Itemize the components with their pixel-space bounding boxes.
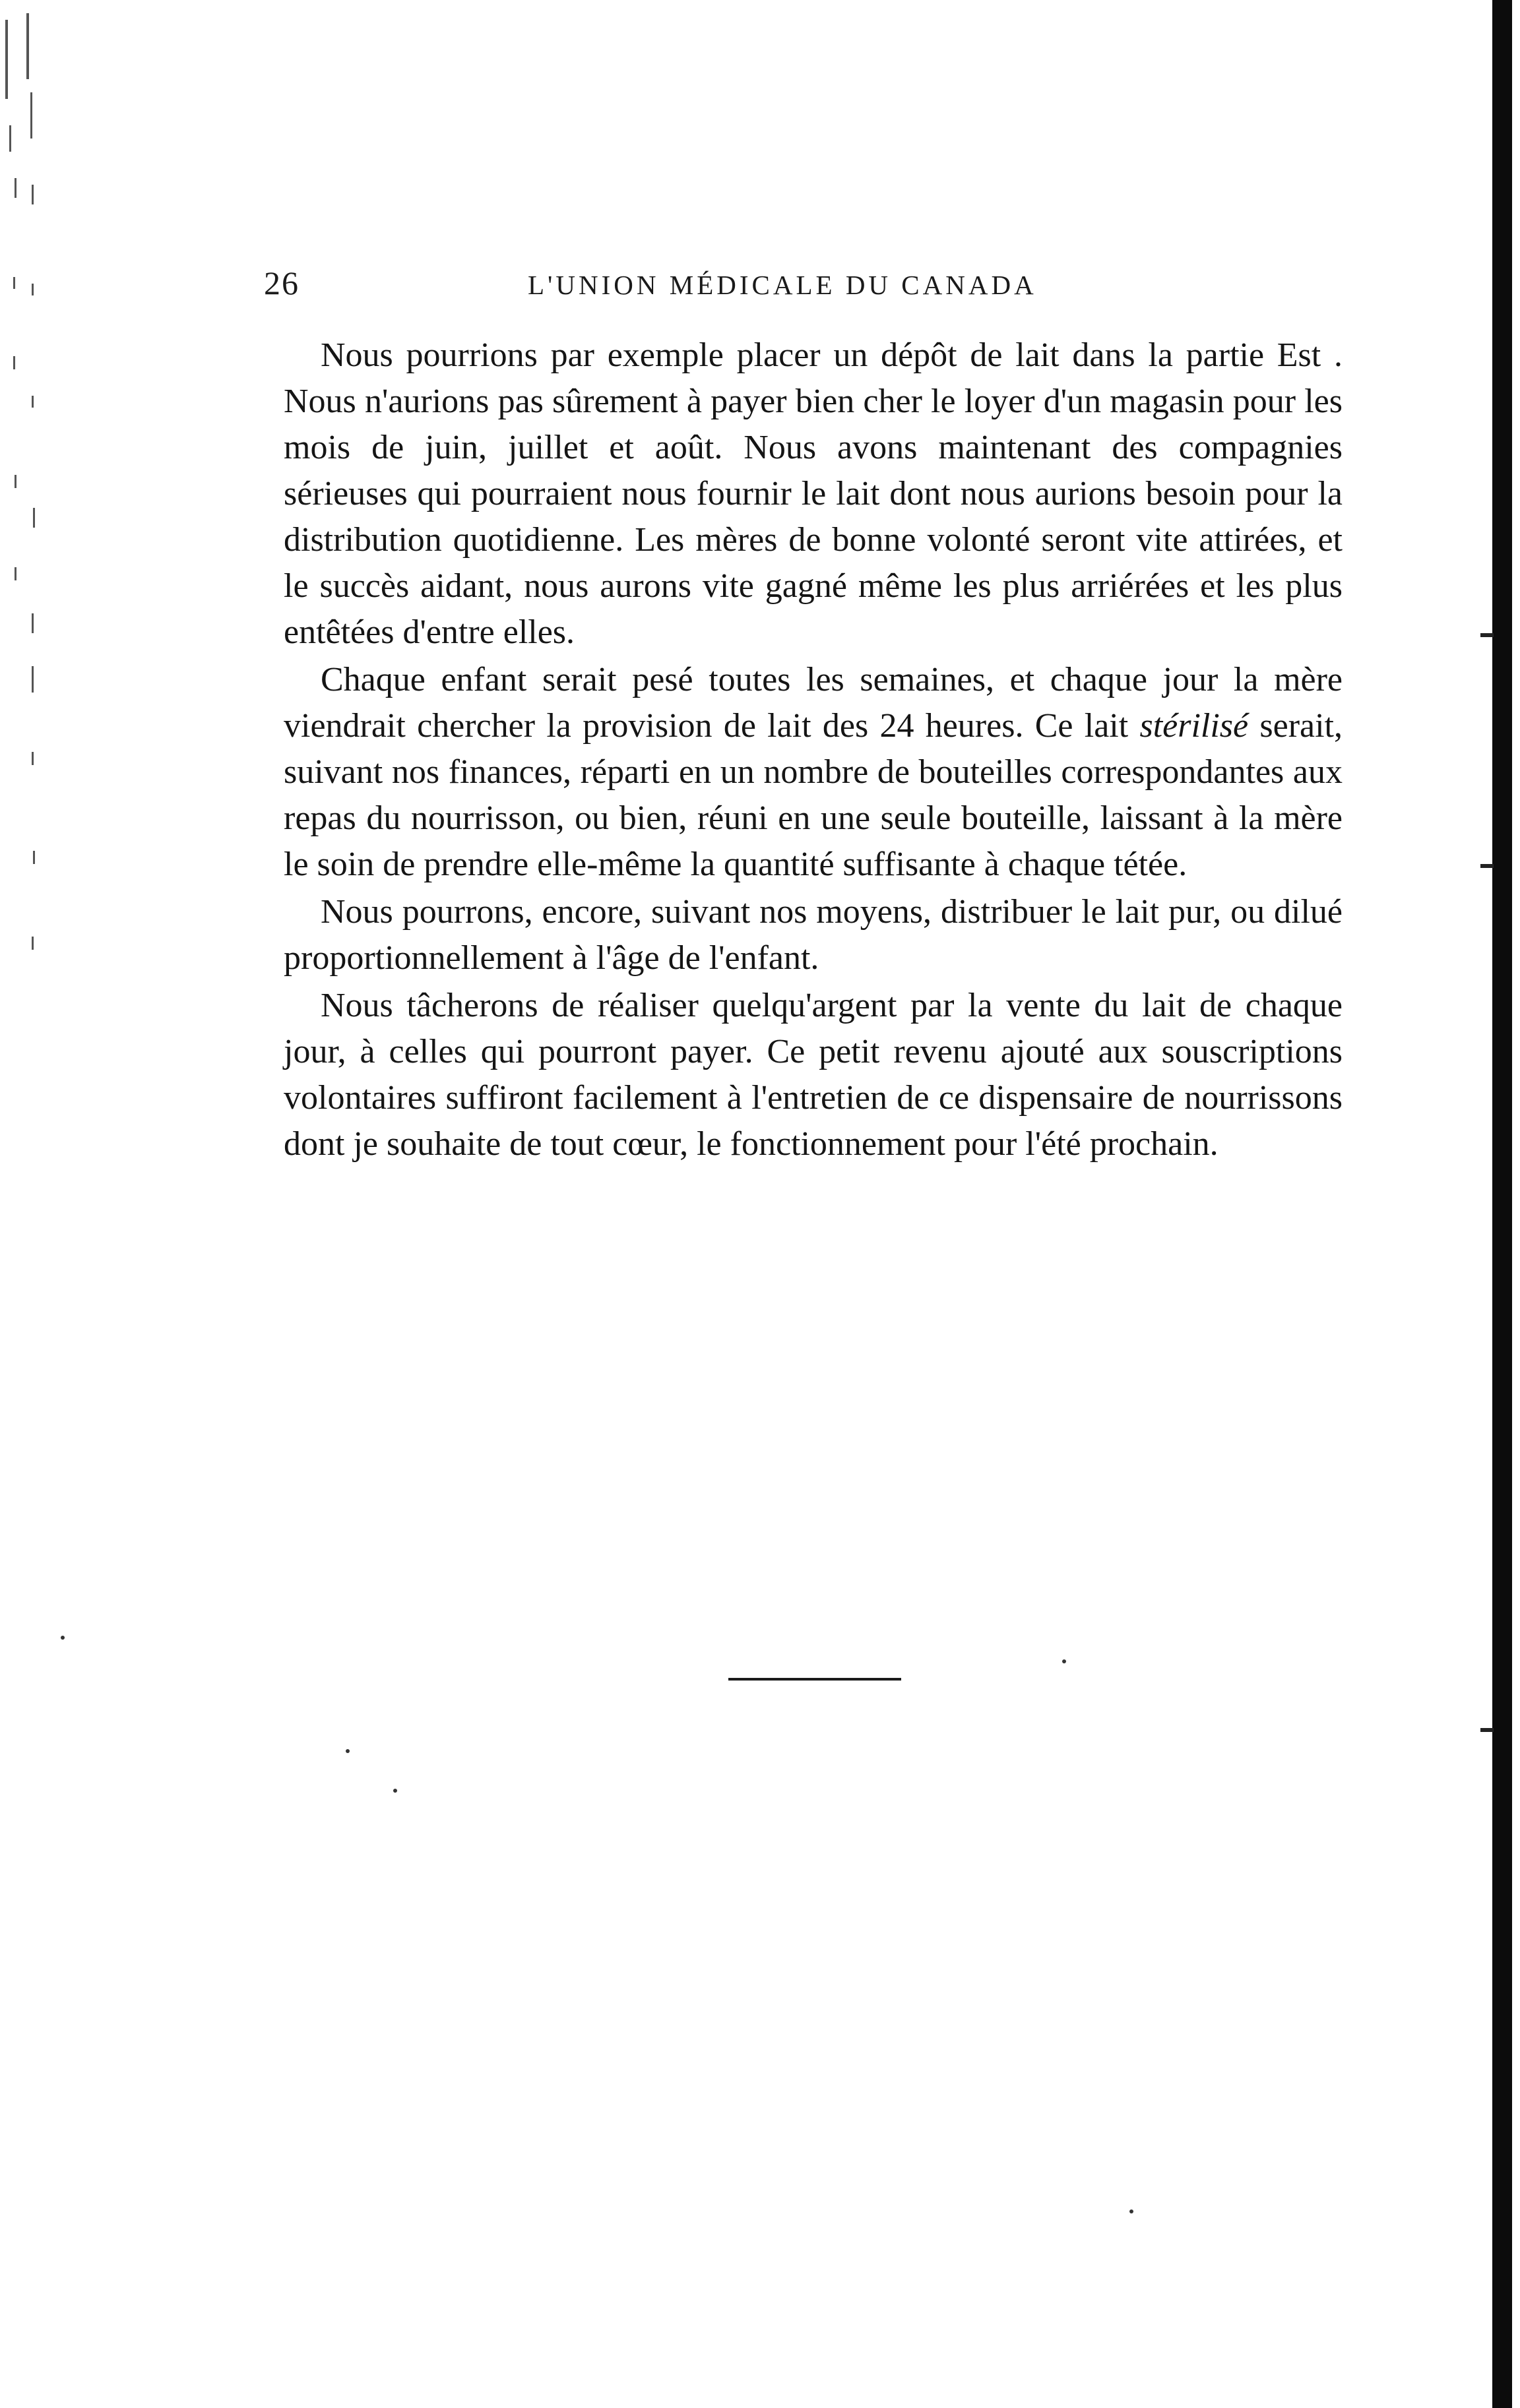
binding-spine	[1492, 0, 1512, 2408]
paragraph: Nous pourrons, encore, suivant nos moyens, distribuer le lait pur, ou dilué proportionnellement à l'âge de l'enfant.	[284, 893, 1343, 977]
paragraph	[284, 657, 1343, 888]
paragraph-text: serait, suivant nos finances, réparti en un nombre de bouteilles correspondantes aux repas du nourrisson, ou bien, réuni en une seule bouteille, laissant à la mère le soin de prendre elle-même la quantité suffisante à chaque tétée.	[284, 707, 1343, 883]
article-body	[284, 332, 1343, 1169]
spine-notch	[1480, 633, 1494, 637]
spine-notch	[1480, 864, 1494, 868]
spine-notch	[1480, 1728, 1494, 1732]
page-number: 26	[264, 264, 300, 301]
scan-speck	[1129, 2209, 1133, 2213]
scan-speck	[346, 1749, 350, 1753]
paragraph: Nous pourrions par exemple placer un dépôt de lait dans la partie Est . Nous n'aurions pas sûrement à payer bien cher le loyer d'un magasin pour les mois de juin, juillet et août. Nous avons maintenant des compagnies sérieuses qui pourraient nous fournir le lait dont nous aurions besoin pour la distribution quotidienne. Les mères de bonne volonté seront vite attirées, et le succès aidant, nous aurons vite gagné même les plus arriérées et les plus entêtées d'entre elles.	[284, 336, 1343, 651]
scan-speck	[1062, 1659, 1066, 1663]
paragraph-text: Chaque enfant serait pesé toutes les semaines, et chaque jour la mère viendrait chercher la provision de lait des 24 heures. Ce lait	[284, 661, 1343, 745]
scan-speck	[393, 1789, 397, 1793]
running-head	[264, 264, 1352, 310]
left-gutter-marks	[0, 0, 46, 989]
scan-speck	[61, 1636, 65, 1640]
section-end-rule	[728, 1678, 901, 1681]
italic-term: stérilisé	[1139, 707, 1249, 745]
running-title: L'UNION MÉDICALE DU CANADA	[528, 270, 1037, 300]
paragraph: Nous tâcherons de réaliser quelqu'argent par la vente du lait de chaque jour, à celles qui pourront payer. Ce petit revenu ajouté aux souscriptions volontaires suffiront facilement à l'entretien de ce dispensaire de nourrissons dont je souhaite de tout cœur, le fonctionnement pour l'été prochain.	[284, 987, 1343, 1163]
